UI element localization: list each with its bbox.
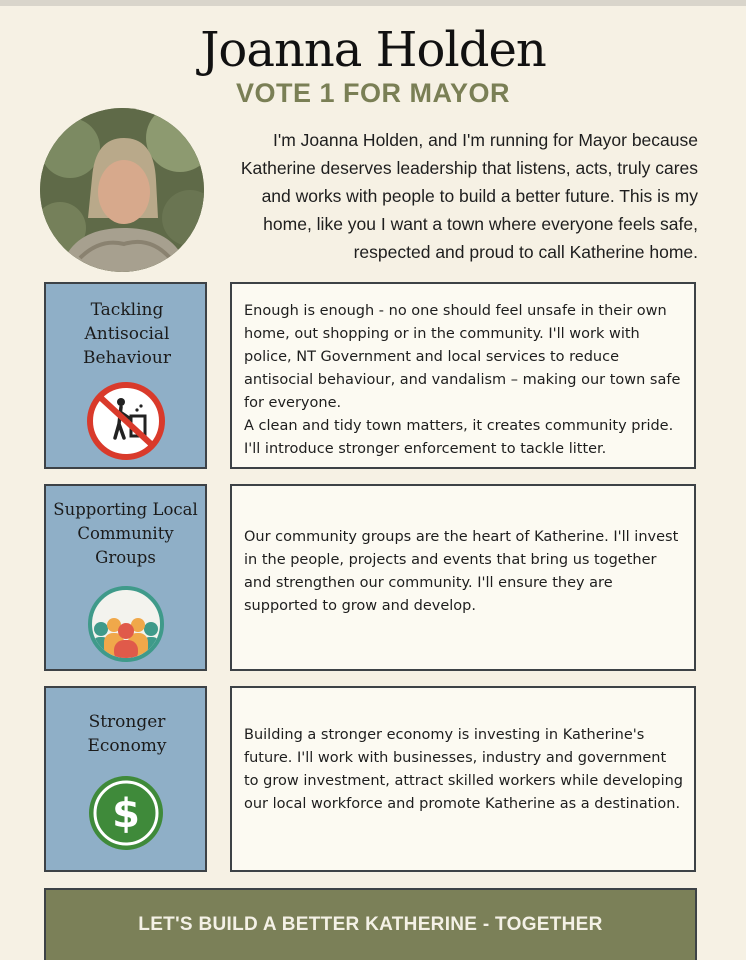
vote-subtitle: VOTE 1 FOR MAYOR <box>235 78 511 108</box>
section-label-antisocial <box>44 282 207 469</box>
footer-slogan: LET'S BUILD A BETTER KATHERINE - TOGETHER <box>138 914 603 935</box>
svg-text:$: $ <box>111 791 140 837</box>
section-text-community <box>230 484 696 671</box>
candidate-portrait <box>40 108 204 272</box>
section-text-economy <box>230 686 696 872</box>
community-group-icon <box>87 585 165 663</box>
section-body: Our community groups are the heart of Katherine. I'll invest in the people, projects and events that bring us together and strengthen our community. I'll ensure they are supported to grow and develop. <box>244 529 679 614</box>
section-label-community <box>44 484 207 671</box>
section-title: Tackling Antisocial Behaviour <box>83 300 171 368</box>
section-body: Enough is enough - no one should feel unsafe in their own home, out shopping or in the community. I'll work with police, NT Government and local services to reduce antisocial behaviour, and vandalism – making our town safe for everyone. A clean and tidy town matters, it creates community pride. I'll introduce stronger enforcement to tackle litter. <box>244 303 681 457</box>
section-title: Stronger Economy <box>87 712 167 756</box>
section-label-economy <box>44 686 207 872</box>
footer-banner <box>44 888 697 960</box>
top-divider <box>0 0 746 6</box>
section-title: Supporting Local Community Groups <box>53 500 198 567</box>
intro-paragraph: I'm Joanna Holden, and I'm running for Mayor because Katherine deserves leadership that listens, acts, truly cares and works with people to build a better future. This is my home, like you I want a town where everyone feels safe, respected and proud to call Katherine home. <box>240 130 698 262</box>
no-littering-icon <box>87 382 165 460</box>
candidate-name: Joanna Holden <box>200 22 546 78</box>
section-body: Building a stronger economy is investing in Katherine's future. I'll work with businesses, industry and government to grow investment, attract skilled workers while developing our local workforce and promote Katherine as a destination. <box>244 727 684 812</box>
candidate-photo <box>40 108 204 272</box>
section-text-antisocial <box>230 282 696 469</box>
dollar-icon <box>87 774 165 852</box>
